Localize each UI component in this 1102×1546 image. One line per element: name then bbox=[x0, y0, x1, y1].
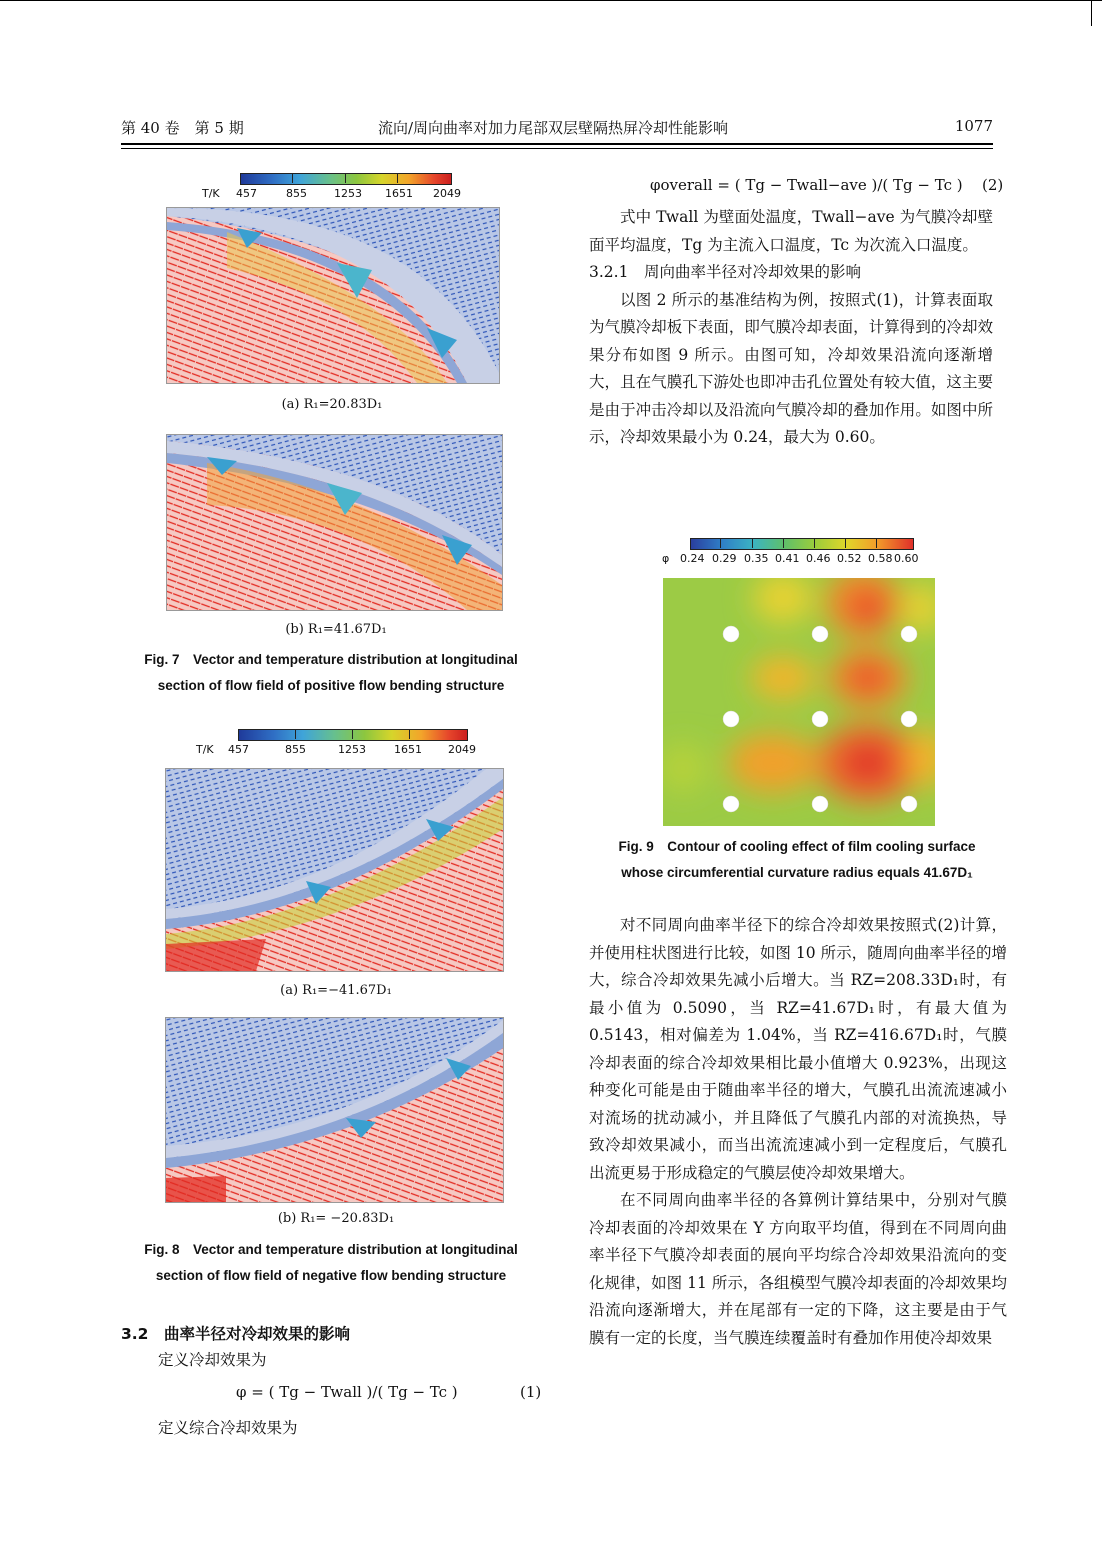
paragraph-overall-effect: 对不同周向曲率半径下的综合冷却效果按照式(2)计算，并使用柱状图进行比较，如图 10 所示，随周向曲率半径的增大，综合冷却效果先减小后增大。当 RZ=208.33D₁时，有最小值为 0.5090，当 RZ=41.67D₁时，有最大值为 0.5143，相对偏差为 1.04%，当 RZ=416.67D₁时，气膜冷却表面的综合冷却效果相比最小值增大 0.923%，出现这种变化可能是由于随曲率半径的增大，气膜孔出流流速减小对流场的扰动减小，并且降低了气膜孔内部的对流换热，导致冷却效果减小，而当出流流速减小到一定程度后，气膜孔出流更易于形成稳定的气膜层使冷却效果增大。 bbox=[589, 916, 1007, 1182]
fig9-tick-5: 0.52 bbox=[837, 552, 862, 565]
header-rule-thick bbox=[121, 143, 993, 145]
define-overall-cooling-effect: 定义综合冷却效果为 bbox=[158, 1419, 298, 1437]
equation-2: φoverall = ( Tg − Twall−ave )/( Tg − Tc ) bbox=[650, 176, 963, 194]
fig8-tick-0: 457 bbox=[228, 743, 249, 756]
running-title: 流向/周向曲率对加力尾部双层壁隔热屏冷却性能影响 bbox=[378, 119, 729, 137]
fig7-colorbar-unit: T/K bbox=[202, 187, 220, 200]
fig7b-flow-field-image bbox=[166, 434, 503, 611]
right-column-upper bbox=[589, 204, 993, 452]
fig9-tick-6: 0.58 bbox=[868, 552, 893, 565]
fig7-colorbar-gradient bbox=[240, 173, 452, 185]
fig7-tick-2: 1253 bbox=[334, 187, 362, 200]
subsection-heading-3-2-1: 3.2.1 周向曲率半径对冷却效果的影响 bbox=[589, 263, 861, 281]
fig7a-caption: (a) R₁=20.83D₁ bbox=[281, 397, 383, 412]
fig9-tick-1: 0.29 bbox=[712, 552, 737, 565]
paragraph-spanwise-average: 在不同周向曲率半径的各算例计算结果中，分别对气膜冷却表面的冷却效果在 Y 方向取平均值，得到在不同周向曲率半径下气膜冷却表面的展向平均综合冷却效果沿流向的变化规律，如图 11 所示，各组模型气膜冷却表面的冷却效果均沿流向逐渐增大，并在尾部有一定的下降，这主要是由于气膜有一定的长度，当气膜连续覆盖时有叠加作用使冷却效果 bbox=[589, 1191, 1007, 1347]
fig8a-caption: (a) R₁=−41.67D₁ bbox=[280, 983, 392, 998]
fig7-caption-line1: Fig. 7 Vector and temperature distribution at longitudinal bbox=[144, 652, 518, 667]
header-rule-thin bbox=[121, 148, 993, 149]
right-column-lower bbox=[589, 912, 1007, 1352]
fig7a-flow-field-image bbox=[166, 207, 500, 384]
fig9-caption-line2: whose circumferential curvature radius equals 41.67D₁ bbox=[621, 865, 973, 880]
fig9-tick-4: 0.46 bbox=[806, 552, 831, 565]
fig7-caption-line2: section of flow field of positive flow bending structure bbox=[157, 678, 505, 693]
fig8-tick-2: 1253 bbox=[338, 743, 366, 756]
fig8a-plot bbox=[166, 769, 503, 971]
fig7b-caption: (b) R₁=41.67D₁ bbox=[285, 622, 387, 637]
equation-2-number: (2) bbox=[982, 176, 1004, 194]
fig7-tick-0: 457 bbox=[236, 187, 257, 200]
fig8b-caption: (b) R₁= −20.83D₁ bbox=[277, 1211, 395, 1226]
journal-volume: 第 40 卷 第 5 期 bbox=[121, 119, 244, 137]
fig8a-flow-field-image bbox=[165, 768, 504, 972]
running-header bbox=[121, 117, 993, 139]
fig7-tick-1: 855 bbox=[286, 187, 307, 200]
define-cooling-effect: 定义冷却效果为 bbox=[158, 1351, 267, 1369]
fig7a-plot bbox=[167, 208, 499, 383]
fig8-caption-line2: section of flow field of negative flow bending structure bbox=[155, 1268, 507, 1283]
fig9-caption bbox=[589, 834, 1005, 886]
fig8b-plot bbox=[166, 1018, 503, 1202]
equation-1: φ = ( Tg − Twall )/( Tg − Tc ) bbox=[236, 1383, 458, 1401]
fig8-tick-4: 2049 bbox=[448, 743, 476, 756]
fig9-plot bbox=[663, 578, 935, 826]
fig7-colorbar bbox=[202, 173, 461, 203]
paragraph-fig9-description: 以图 2 所示的基准结构为例，按照式(1)，计算表面取为气膜冷却板下表面，即气膜冷却表面，计算得到的冷却效果分布如图 9 所示。由图可知，冷却效果沿流向逐渐增大，且在气膜孔下游处也即冲击孔位置处有较大值，这主要是由于冲击冷却以及沿流向气膜冷却的叠加作用。如图中所示，冷却效果最小为 0.24，最大为 0.60。 bbox=[589, 290, 993, 446]
fig9-tick-7: 0.60 bbox=[894, 552, 919, 565]
fig9-tick-0: 0.24 bbox=[680, 552, 705, 565]
fig7b-plot bbox=[167, 435, 502, 610]
page-number: 1077 bbox=[954, 117, 993, 135]
fig9-colorbar bbox=[662, 538, 919, 568]
fig8b-flow-field-image bbox=[165, 1017, 504, 1203]
paragraph-symbols: 式中 Twall 为壁面处温度，Twall−ave 为气膜冷却壁面平均温度，Tg 为主流入口温度，Tc 为次流入口温度。 bbox=[589, 208, 993, 254]
fig8-caption-line1: Fig. 8 Vector and temperature distribution at longitudinal bbox=[144, 1242, 518, 1257]
fig9-colorbar-gradient bbox=[690, 538, 914, 550]
crop-mark bbox=[1091, 0, 1092, 26]
fig7-tick-3: 1651 bbox=[385, 187, 413, 200]
fig8-colorbar-gradient bbox=[238, 729, 468, 741]
crop-line bbox=[0, 0, 1102, 1]
fig9-tick-2: 0.35 bbox=[744, 552, 769, 565]
fig7-tick-4: 2049 bbox=[433, 187, 461, 200]
fig9-caption-line1: Fig. 9 Contour of cooling effect of film cooling surface bbox=[618, 839, 976, 854]
fig8-colorbar-unit: T/K bbox=[196, 743, 214, 756]
fig8-tick-3: 1651 bbox=[394, 743, 422, 756]
fig8-tick-1: 855 bbox=[285, 743, 306, 756]
fig8-colorbar bbox=[196, 729, 476, 759]
fig9-tick-3: 0.41 bbox=[775, 552, 800, 565]
fig7-caption bbox=[121, 647, 541, 699]
fig9-colorbar-unit: φ bbox=[662, 552, 670, 565]
fig8-caption bbox=[121, 1237, 541, 1289]
section-heading-3-2: 3.2 曲率半径对冷却效果的影响 bbox=[121, 1325, 350, 1343]
equation-1-number: (1) bbox=[520, 1383, 542, 1401]
fig9-contour-image bbox=[663, 578, 935, 826]
